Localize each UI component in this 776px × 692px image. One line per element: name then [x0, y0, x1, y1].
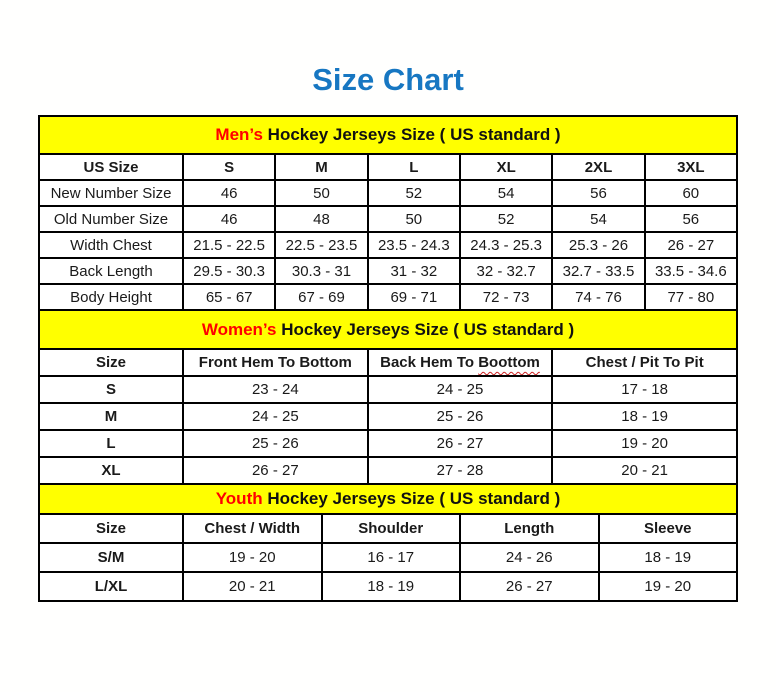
- mens-cell: 24.3 - 25.3: [460, 232, 552, 258]
- womens-cell: 19 - 20: [552, 430, 737, 457]
- mens-row-label: Body Height: [39, 284, 183, 310]
- mens-cell: 74 - 76: [552, 284, 644, 310]
- womens-header-row: [39, 349, 737, 376]
- youth-header-row: [39, 514, 737, 543]
- womens-cell: 18 - 19: [552, 403, 737, 430]
- mens-header-row: [39, 154, 737, 180]
- mens-cell: 54: [552, 206, 644, 232]
- misspelled-word: Boottom: [478, 354, 540, 371]
- youth-column-header: Sleeve: [599, 514, 738, 543]
- mens-cell: 48: [275, 206, 367, 232]
- youth-column-header: Size: [39, 514, 183, 543]
- mens-cell: 21.5 - 22.5: [183, 232, 275, 258]
- mens-cell: 54: [460, 180, 552, 206]
- mens-cell: 22.5 - 23.5: [275, 232, 367, 258]
- womens-cell: 25 - 26: [183, 430, 368, 457]
- youth-table-row: [39, 572, 737, 601]
- mens-cell: 65 - 67: [183, 284, 275, 310]
- youth-size-table: [38, 513, 738, 602]
- mens-cell: 46: [183, 180, 275, 206]
- womens-column-header: Chest / Pit To Pit: [552, 349, 737, 376]
- womens-banner-highlight: Women’s: [201, 320, 277, 339]
- youth-cell: 19 - 20: [183, 543, 322, 572]
- youth-row-label: L/XL: [39, 572, 183, 601]
- mens-column-header: 2XL: [552, 154, 644, 180]
- mens-column-header: M: [275, 154, 367, 180]
- womens-row-label: L: [39, 430, 183, 457]
- mens-table-row: [39, 258, 737, 284]
- mens-cell: 56: [645, 206, 737, 232]
- womens-cell: 24 - 25: [368, 376, 553, 403]
- womens-table-row: [39, 403, 737, 430]
- womens-row-label: M: [39, 403, 183, 430]
- womens-cell: 26 - 27: [183, 457, 368, 484]
- mens-size-table: [38, 153, 738, 311]
- mens-cell: 67 - 69: [275, 284, 367, 310]
- mens-column-header: 3XL: [645, 154, 737, 180]
- mens-banner-highlight: Men’s: [215, 125, 263, 144]
- mens-column-header: S: [183, 154, 275, 180]
- mens-cell: 32.7 - 33.5: [552, 258, 644, 284]
- youth-cell: 20 - 21: [183, 572, 322, 601]
- youth-cell: 18 - 19: [322, 572, 461, 601]
- womens-column-header: Size: [39, 349, 183, 376]
- womens-banner-title: Hockey Jerseys Size ( US standard ): [276, 320, 575, 339]
- youth-cell: 26 - 27: [460, 572, 599, 601]
- mens-cell: 56: [552, 180, 644, 206]
- womens-table-row: [39, 457, 737, 484]
- mens-table-row: [39, 232, 737, 258]
- womens-cell: 25 - 26: [368, 403, 553, 430]
- mens-column-header: XL: [460, 154, 552, 180]
- mens-cell: 33.5 - 34.6: [645, 258, 737, 284]
- youth-banner-title: Hockey Jerseys Size ( US standard ): [262, 489, 561, 508]
- mens-cell: 60: [645, 180, 737, 206]
- youth-cell: 19 - 20: [599, 572, 738, 601]
- womens-column-header: Back Hem To Boottom: [368, 349, 553, 376]
- mens-banner: [38, 115, 738, 155]
- womens-banner: [38, 309, 738, 350]
- youth-banner-highlight: Youth: [215, 489, 263, 508]
- youth-banner: [38, 483, 738, 515]
- youth-column-header: Length: [460, 514, 599, 543]
- womens-cell: 24 - 25: [183, 403, 368, 430]
- mens-column-header: US Size: [39, 154, 183, 180]
- mens-cell: 31 - 32: [368, 258, 460, 284]
- mens-row-label: Back Length: [39, 258, 183, 284]
- youth-cell: 16 - 17: [322, 543, 461, 572]
- womens-cell: 23 - 24: [183, 376, 368, 403]
- mens-cell: 77 - 80: [645, 284, 737, 310]
- mens-cell: 52: [368, 180, 460, 206]
- mens-cell: 72 - 73: [460, 284, 552, 310]
- mens-row-label: Old Number Size: [39, 206, 183, 232]
- womens-column-header: Front Hem To Bottom: [183, 349, 368, 376]
- womens-row-label: XL: [39, 457, 183, 484]
- mens-table-row: [39, 284, 737, 310]
- youth-column-header: Chest / Width: [183, 514, 322, 543]
- womens-size-table: [38, 348, 738, 485]
- mens-cell: 69 - 71: [368, 284, 460, 310]
- youth-column-header: Shoulder: [322, 514, 461, 543]
- mens-table-row: [39, 180, 737, 206]
- mens-cell: 30.3 - 31: [275, 258, 367, 284]
- mens-cell: 46: [183, 206, 275, 232]
- womens-table-row: [39, 376, 737, 403]
- page-title: Size Chart: [312, 62, 464, 97]
- youth-row-label: S/M: [39, 543, 183, 572]
- youth-table-row: [39, 543, 737, 572]
- mens-table-row: [39, 206, 737, 232]
- mens-cell: 25.3 - 26: [552, 232, 644, 258]
- mens-cell: 50: [275, 180, 367, 206]
- mens-column-header: L: [368, 154, 460, 180]
- mens-banner-title: Hockey Jerseys Size ( US standard ): [262, 125, 561, 144]
- womens-cell: 20 - 21: [552, 457, 737, 484]
- size-chart-tables: [38, 115, 738, 602]
- mens-cell: 52: [460, 206, 552, 232]
- womens-cell: 27 - 28: [368, 457, 553, 484]
- mens-cell: 50: [368, 206, 460, 232]
- mens-cell: 23.5 - 24.3: [368, 232, 460, 258]
- mens-cell: 29.5 - 30.3: [183, 258, 275, 284]
- youth-cell: 24 - 26: [460, 543, 599, 572]
- mens-cell: 26 - 27: [645, 232, 737, 258]
- mens-row-label: New Number Size: [39, 180, 183, 206]
- womens-cell: 26 - 27: [368, 430, 553, 457]
- mens-row-label: Width Chest: [39, 232, 183, 258]
- youth-cell: 18 - 19: [599, 543, 738, 572]
- mens-cell: 32 - 32.7: [460, 258, 552, 284]
- womens-cell: 17 - 18: [552, 376, 737, 403]
- womens-row-label: S: [39, 376, 183, 403]
- womens-table-row: [39, 430, 737, 457]
